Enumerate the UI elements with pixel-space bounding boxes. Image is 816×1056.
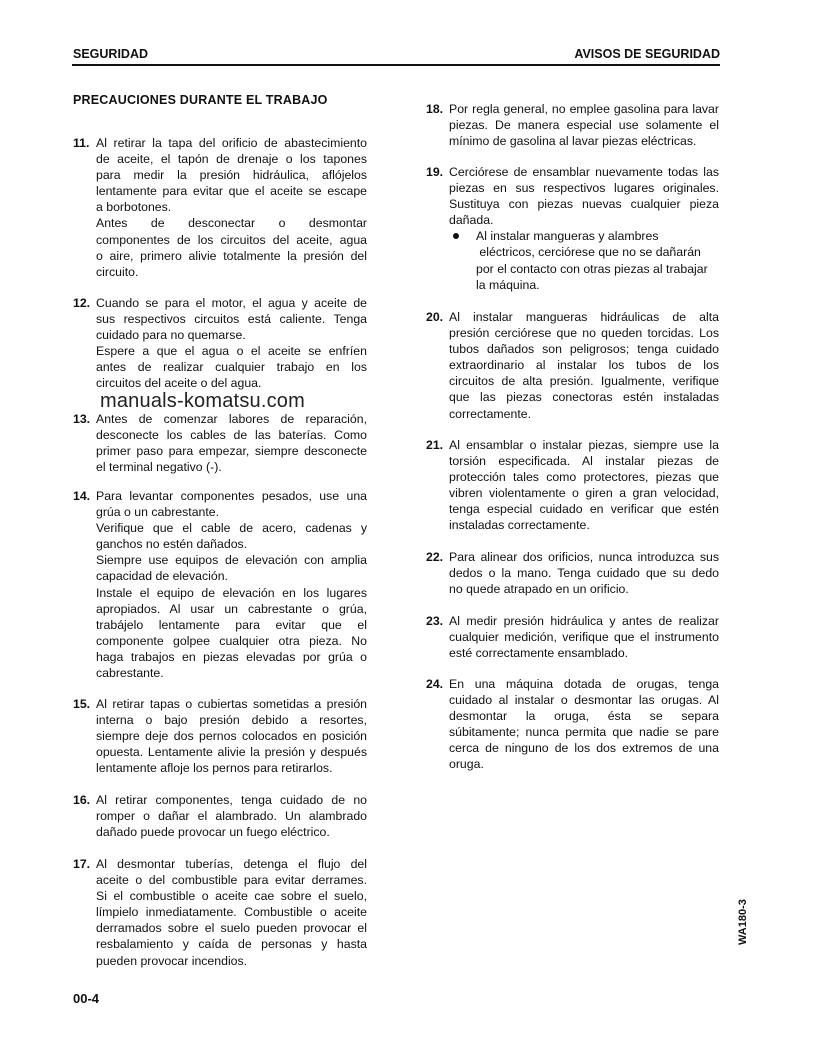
item-text bbox=[96, 696, 367, 776]
text-line: piezas en sus respectivos lugares originales. bbox=[449, 181, 719, 196]
text-line: mínimo de gasolina al lavar piezas eléctricas. bbox=[449, 134, 697, 149]
page-number: 00-4 bbox=[73, 991, 100, 1006]
text-line: antes de realizar cualquier trabajo en los bbox=[96, 360, 367, 375]
text-line: Para levantar componentes pesados, use una bbox=[96, 489, 367, 503]
item-number: 17. bbox=[73, 857, 91, 871]
item-number: 24. bbox=[426, 677, 444, 691]
text-line: Verifique que el cable de acero, cadenas y bbox=[96, 521, 367, 536]
text-line: tenga especial cuidado en verificar que estén bbox=[449, 502, 719, 517]
text-line: interna o bajo presión debido a resortes, bbox=[96, 713, 367, 728]
bullet-point bbox=[449, 228, 719, 292]
text-line: Para alinear dos orificios, nunca introduzca sus bbox=[449, 550, 719, 564]
text-line: dedos o la mano. Tenga cuidado que su dedo bbox=[449, 566, 719, 581]
text-line: cuidado al instalar o desmontar las orugas. Al bbox=[449, 693, 719, 708]
text-line: extraordinario al instalar los tubos de los bbox=[449, 358, 719, 373]
text-line: esté correctamente ensamblado. bbox=[449, 646, 629, 661]
text-line: Por regla general, no emplee gasolina para lavar bbox=[449, 102, 719, 116]
item-number: 15. bbox=[73, 697, 91, 711]
text-line: primer paso para empezar, siempre desconecte bbox=[96, 444, 367, 459]
item-text bbox=[449, 549, 719, 597]
item-number: 14. bbox=[73, 489, 91, 503]
text-line: ganchos no estén dañados. bbox=[96, 537, 248, 552]
item-text bbox=[96, 295, 367, 392]
text-line: pueden provocar incendios. bbox=[96, 953, 248, 968]
item-number: 11. bbox=[73, 136, 90, 150]
text-line: Al instalar mangueras y alambres bbox=[476, 229, 659, 244]
header-chapter: AVISOS DE SEGURIDAD bbox=[574, 47, 720, 61]
text-line: dañada. bbox=[449, 213, 494, 228]
text-line: o aire, primero alivie totalmente la presión del bbox=[96, 248, 367, 263]
text-line: que las piezas conectoras estén instaladas bbox=[449, 390, 719, 405]
text-line: Antes de desconectar o desmontar bbox=[96, 216, 367, 231]
text-line: cerca de ninguno de los dos extremos de una bbox=[449, 741, 719, 756]
text-line: Antes de comenzar labores de reparación, bbox=[96, 412, 367, 426]
text-line: circuitos de alta presión. Igualmente, verifique bbox=[449, 374, 719, 389]
text-line: lentamente para evitar que el aceite se escape bbox=[96, 184, 367, 199]
item-number: 21. bbox=[426, 438, 444, 452]
text-line: desconecte los cables de las baterías. Como bbox=[96, 428, 367, 443]
item-number: 12. bbox=[73, 296, 91, 310]
model-code: WA180-3 bbox=[737, 899, 749, 945]
text-line: desmontar la oruga, ésta se separa bbox=[449, 709, 719, 724]
text-line: componente golpee cualquier otra pieza. No bbox=[96, 633, 367, 648]
text-line: Al retirar la tapa del orificio de abastecimiento bbox=[96, 136, 367, 150]
text-line: cualquier medición, verifique que el instrumento bbox=[449, 630, 719, 645]
bullet-icon bbox=[453, 233, 459, 239]
text-line: Instale el equipo de elevación en los lugares bbox=[96, 585, 367, 600]
text-line: opuesta. Lentamente alivie la presión y después bbox=[96, 745, 367, 760]
text-line: protección tales como protectores, piezas que bbox=[449, 470, 719, 485]
text-line: apropiados. Al usar un cabrestante o grúa, bbox=[96, 601, 367, 616]
text-line: a borbotones. bbox=[96, 200, 172, 215]
text-line: de aceite, el tapón de drenaje o los tapones bbox=[96, 152, 367, 167]
text-line: piezas. De manera especial use solamente el bbox=[449, 118, 719, 133]
item-text bbox=[96, 488, 367, 681]
watermark: manuals-komatsu.com bbox=[100, 390, 305, 412]
text-line: Al retirar tapas o cubiertas sometidas a presión bbox=[96, 697, 367, 711]
text-line: dañado puede provocar un fuego eléctrico. bbox=[96, 825, 330, 840]
item-text bbox=[96, 792, 367, 840]
item-number: 23. bbox=[426, 614, 444, 628]
item-number: 18. bbox=[426, 102, 444, 116]
item-text bbox=[449, 101, 719, 149]
text-line: derramados sobre el suelo pueden provocar el bbox=[96, 921, 367, 936]
text-line: Al desmontar tuberías, detenga el flujo del bbox=[96, 857, 367, 871]
text-line: torsión especificada. Al instalar piezas de bbox=[449, 454, 719, 469]
text-line: eléctricos, cerciórese que no se dañarán bbox=[476, 245, 701, 260]
text-line: lentamente afloje los pernos para retirarlos. bbox=[96, 761, 333, 776]
text-line: límpielo inmediatamente. Combustible o aceite bbox=[96, 905, 367, 920]
text-line: Si el combustible o aceite cae sobre el suelo, bbox=[96, 889, 367, 904]
text-line: el terminal negativo (-). bbox=[96, 460, 222, 475]
item-text bbox=[449, 437, 719, 534]
item-number: 19. bbox=[426, 165, 444, 179]
item-text bbox=[449, 613, 719, 661]
item-text bbox=[96, 856, 367, 969]
text-line: romper o dañar el alambrado. Un alambrado bbox=[96, 809, 367, 824]
text-line: grúa o un cabrestante. bbox=[96, 505, 220, 520]
text-line: Sustituya con piezas nuevas cualquier pieza bbox=[449, 197, 719, 212]
text-line: Al retirar componentes, tenga cuidado de no bbox=[96, 793, 367, 807]
text-line: haga trabajos en piezas elevadas por grúa o bbox=[96, 649, 367, 664]
header-section: SEGURIDAD bbox=[73, 47, 149, 61]
text-line: por el contacto con otras piezas al trabajar bbox=[476, 261, 708, 276]
text-line: Cuando se para el motor, el agua y aceite de bbox=[96, 296, 367, 310]
text-line: Al medir presión hidráulica y antes de realizar bbox=[449, 614, 719, 628]
item-text bbox=[449, 676, 719, 773]
text-line: sus respectivos circuitos está caliente. Tenga bbox=[96, 312, 367, 327]
item-text bbox=[449, 164, 719, 293]
item-number: 20. bbox=[426, 310, 444, 324]
text-line: la máquina. bbox=[476, 277, 540, 292]
text-line: instaladas correctamente. bbox=[449, 518, 590, 533]
text-line: Al instalar mangueras hidráulicas de alta bbox=[449, 310, 719, 324]
text-line: trabájelo lentamente para evitar que el bbox=[96, 617, 367, 632]
item-text bbox=[96, 411, 367, 475]
text-line: tubos dañados son peligrosos; tenga cuidado bbox=[449, 342, 719, 357]
text-line: súbitamente; nunca permita que nadie se pare bbox=[449, 725, 719, 740]
text-line: siempre deje dos pernos colocados en posición bbox=[96, 729, 367, 744]
text-line: oruga. bbox=[449, 757, 484, 772]
text-line: circuitos del aceite o del agua. bbox=[96, 376, 262, 391]
text-line: no quede atrapado en un orificio. bbox=[449, 582, 629, 597]
text-line: Cerciórese de ensamblar nuevamente todas las bbox=[449, 165, 719, 179]
text-line: Al ensamblar o instalar piezas, siempre use la bbox=[449, 438, 719, 452]
text-line: Espere a que el agua o el aceite se enfríen bbox=[96, 344, 367, 359]
text-line: cabrestante. bbox=[96, 666, 164, 681]
text-line: aceite o del combustible para evitar derrames. bbox=[96, 873, 367, 888]
text-line: componentes de los circuitos del aceite, agua bbox=[96, 232, 367, 247]
item-number: 22. bbox=[426, 550, 444, 564]
text-line: circuito. bbox=[96, 264, 139, 279]
text-line: resbalamiento y caída de personas y hasta bbox=[96, 937, 367, 952]
text-line: vibren violentamente o giren a gran velocidad, bbox=[449, 486, 719, 501]
text-line: capacidad de elevación. bbox=[96, 569, 228, 584]
text-line: correctamente. bbox=[449, 406, 532, 421]
text-line: En una máquina dotada de orugas, tenga bbox=[449, 677, 719, 691]
text-line: presión cerciórese que no queden torcidas. Los bbox=[449, 326, 719, 341]
item-text bbox=[449, 309, 719, 422]
section-title: PRECAUCIONES DURANTE EL TRABAJO bbox=[73, 93, 328, 107]
item-number: 16. bbox=[73, 793, 91, 807]
header-rule bbox=[72, 64, 720, 66]
text-line: cuidado para no quemarse. bbox=[96, 328, 246, 343]
item-number: 13. bbox=[73, 412, 91, 426]
item-text bbox=[96, 135, 367, 280]
text-line: para medir la presión hidráulica, aflójelos bbox=[96, 168, 367, 183]
text-line: Siempre use equipos de elevación con amplia bbox=[96, 553, 367, 568]
